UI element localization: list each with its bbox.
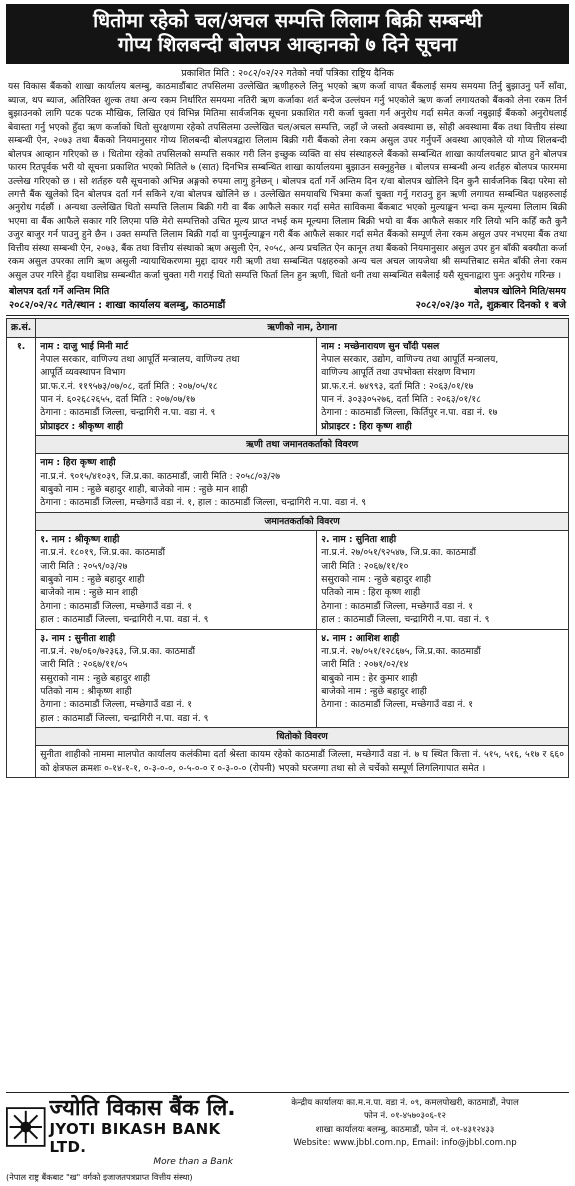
opening-date-value: २०८२/०२/३० गते, शुक्रबार दिनको १ बजे	[415, 299, 566, 311]
bank-tagline: More than a Bank	[153, 1157, 233, 1168]
col-borrower-header: ऋणीको नाम, ठेगाना	[36, 319, 569, 337]
guarantor-2-line: ठेगाना : काठमाडौं जिल्ला, मच्छेगाउँ वडा नं. १	[321, 600, 474, 612]
guarantor-1-name: १. नाम : श्रीकृष्ण शाही	[40, 534, 120, 546]
guarantor-3-name: ३. नाम : सुनीता शाही	[40, 632, 116, 644]
borrower-1-line: आपूर्ति व्यवस्थापन विभाग	[40, 367, 126, 379]
borrower-2-line: नेपाल सरकार, उद्योग, वाणिज्य तथा आपूर्ति मन्त्रालय,	[321, 353, 499, 365]
section-borrower-guarantor: ऋणी तथा जमानतकर्ताको विवरण	[36, 436, 569, 454]
bank-logo-block	[6, 1093, 241, 1182]
guarantor-2-line: पतिको नाम : हिरा कृष्ण शाही	[321, 587, 421, 599]
borrower-2-name: नाम : मच्छेनारायण सुन चाँदी पसल	[321, 340, 440, 352]
guarantor-4-line: ठेगाना : काठमाडौं जिल्ला, मच्छेगाउँ वडा नं. १	[321, 699, 474, 711]
bank-contact	[241, 1093, 569, 1182]
deadline-values	[6, 299, 569, 317]
borrower-guarantor-line: बाबुको नाम : न्हुछे बहादुर शाही, बाजेको नाम : न्हुछे मान शाही	[40, 484, 248, 496]
branch-office: शाखा कार्यालयः बलम्बु, काठमाडौं, फोन नं. ०१-४३१२४३३	[315, 1124, 495, 1135]
opening-date-label: बोलपत्र खोलिने मिति/समय	[474, 286, 566, 298]
borrower-guarantor-line: ठेगाना : काठमाडौं जिल्ला, मच्छेगाउँ वडा नं. १, हाल : काठमाडौं जिल्ला, चन्द्रागिरी न.पा. वडा नं. ९	[40, 497, 367, 509]
borrower-2-line: ठेगाना : काठमाडौं जिल्ला, किर्तिपुर न.पा. वडा नं. १७	[321, 407, 498, 419]
borrower-guarantor-name: नाम : हिरा कृष्ण शाही	[40, 457, 116, 469]
bank-name-english: JYOTI BIKASH BANK LTD.	[49, 1120, 221, 1157]
guarantor-3-line: ठेगाना : काठमाडौं जिल्ला, मच्छेगाउँ वडा नं. १	[40, 699, 193, 711]
guarantor-3-cell	[36, 629, 317, 727]
col-sn-header: क्र.सं.	[7, 319, 36, 337]
borrower-2-line: वाणिज्य आपूर्ति तथा उपभोक्ता संरक्षण विभाग	[321, 367, 475, 379]
section-collateral: धितोको विवरण	[36, 727, 569, 745]
borrower-1-line: प्रा.फ.र.नं. ११९५७३/०७/०८, दर्ता मिति : २०७/०५/१८	[40, 380, 218, 392]
notice-title-banner	[6, 4, 569, 64]
guarantor-1-line: बाजेको नाम : न्हुछे मान शाही	[40, 587, 138, 599]
published-date: प्रकाशित मिति : २०८२/०२/२२ गतेको नयाँ पत्रिका राष्ट्रिय दैनिक	[181, 67, 394, 79]
borrower-1-name: नाम : दाजु भाई मिनी मार्ट	[40, 340, 129, 352]
borrower-2-proprietor: प्रोप्राइटर : हिरा कृष्ण शाही	[321, 420, 412, 432]
guarantor-4-cell	[317, 629, 569, 727]
section-guarantor: जमानतकर्ताको विवरण	[36, 512, 569, 530]
notice-title-line2: गोप्य शिलबन्दी बोलपत्र आव्हानको ७ दिने सूचना	[118, 33, 457, 57]
guarantor-1-line: ठेगाना : काठमाडौं जिल्ला, मच्छेगाउँ वडा नं. १	[40, 600, 193, 612]
guarantor-2-line: जारी मिति : २०६७/११/१०	[321, 560, 409, 572]
row-number: १.	[7, 337, 36, 777]
guarantor-2-line: ससुराको नाम : न्हुछे बहादुर शाही	[321, 574, 432, 586]
bank-footer	[6, 1092, 569, 1182]
deadline-labels	[6, 285, 569, 299]
borrower-1-line: पान नं. ६०२६८२६५५, दर्ता मिति : २०७/०७/१७	[40, 394, 196, 406]
guarantor-2-line: ना.प्र.नं. २७/०५१/९२५४७, जि.प्र.का. काठमाडौं	[321, 547, 477, 559]
central-office-address: केन्द्रीय कार्यालयः का.म.न.पा. वडा नं. ०९, कमलपोखरी, काठमाडौं, नेपाल	[291, 1098, 519, 1108]
guarantor-4-line: जारी मिति : २०७१/०२/१४	[321, 659, 409, 671]
notice-title-line1: धितोमा रहेको चल/अचल सम्पत्ति लिलाम बिक्री सम्बन्धी	[93, 9, 482, 32]
guarantor-1-cell	[36, 531, 317, 629]
borrower-guarantor-line: ना.प्र.नं. ९०१५/४१०३९, जि.प्र.का. काठमाडौं, जारी मिति : २०५८/०३/२७	[40, 470, 281, 482]
borrower-2-line: पान नं. ३०३३०५२७६, दर्ता मिति : २०६३/०१/१८	[321, 394, 481, 406]
borrower-1-cell	[36, 337, 317, 435]
borrower-1-line: ठेगाना : काठमाडौं जिल्ला, चन्द्रागिरी न.पा. वडा नं. ९	[40, 407, 216, 419]
guarantor-4-line: ना.प्र.नं. २७/०५१/१२८६७५, जि.प्र.का. काठमाडौं	[321, 645, 481, 657]
guarantor-3-line: हाल : काठमाडौं जिल्ला, चन्द्रागिरी न.पा. वडा नं. ९	[40, 712, 209, 724]
guarantor-2-cell	[317, 531, 569, 629]
central-office-phone: फोन नं. ०१-४५७०३०६-१२	[364, 1111, 446, 1122]
guarantor-3-line: जारी मिति : २०६७/११/०५	[40, 659, 128, 671]
guarantor-3-line: ना.प्र.नं. २७/०६०/७२३६३, जि.प्र.का. काठमाडौं	[40, 645, 196, 657]
guarantor-1-line: हाल : काठमाडौं जिल्ला, चन्द्रागिरी न.पा. वडा नं. ९	[40, 614, 209, 626]
bank-name-nepali: ज्योति विकास बैंक लि.	[49, 1096, 236, 1121]
guarantor-3-line: ससुराको नाम : न्हुछे बहादुर शाही	[40, 672, 151, 684]
submission-deadline-label: बोलपत्र दर्ता गर्ने अन्तिम मिति	[9, 286, 110, 298]
submission-deadline-value: २०८२/०२/२८ गते/स्थान : शाखा कार्यालय बलम्बु, काठमाडौं	[9, 299, 226, 311]
bank-license-note: (नेपाल राष्ट्र बैंकबाट "ख" वर्गको इजाजतपत्रप्राप्त वित्तीय संस्था)	[6, 1172, 193, 1183]
collateral-details: सुनीता शाहीको नाममा मालपोत कार्यालय कलंकीमा दर्ता श्रेस्ता कायम रहेको काठमाडौं जिल्ला, मच्छेगाउँ वडा नं. ७ घ स्थित कित्ता नं. ५१५, ५१६, ५१७ र ६६० को क्षेत्रफल क्रमशः ०-१४-१-१, ०-३-०-०, ०-५-०-० र ०-३-०-० (रोपनी) भएको घरजग्गा तथा सो ले चर्चेको सम्पूर्ण लिगलिगापात समेत ।	[36, 746, 569, 778]
borrower-1-line: नेपाल सरकार, वाणिज्य तथा आपूर्ति मन्त्रालय, वाणिज्य तथा	[40, 353, 240, 365]
notice-body: यस विकास बैंकको शाखा कार्यालय बलम्बु, काठमाडौंबाट तपसिलमा उल्लेखित ऋणीहरुले लिनु भएको ऋण कर्जा वापत बैंकलाई समय समयमा तिर्नु बुझाउनु पर्ने साँवा, ब्याज, थप ब्याज, अतिरिक्त शुल्क तथा अन्य रकम निर्धारित समयमा नतिरी ऋण कर्जाका शर्त बन्देज उल्लंघन गर्नु भएकोले ऋण कर्जा लगायतको बैंकको लेना रकम तिर्न बुझाउनको लागि पटक पटक मौखिक, लिखित एवं विभिन्न मितिमा सार्वजनिक सूचना प्रकाशित गरी कर्जा चुक्ता गर्न अनुरोध गर्दा समेत कर्जा नबुझाई बैंकको अनुरोधलाई बेवास्ता गर्नु भएको हुँदा ऋण कर्जाको धितो सुरक्षणमा रहेको तपसिलमा उल्लेखित चल/अचल सम्पत्ति, जहाँ जे जस्तो अवस्थामा छ, सोही अवस्थामा बैंक तथा वित्तीय संस्था सम्बन्धी ऐन, २०७३ तथा बैंकको नियमानुसार गोप्य शिलबन्दी बोलपत्रद्वारा लिलाम बिक्री गरी बैंकको लेना रकम असुल उपर गर्नुपर्ने अवस्था आएकोले यो गोप्य शिलबन्दी बोलपत्र आव्हान गरिएको छ । धितोमा रहेको तपसिलको सम्पत्ति सकार गरी लिन इच्छुक व्यक्ति वा संघ संस्थाहरुले बैंकको सम्बन्धित शाखा कार्यालयबाट प्राप्त हुने बोलपत्र फारम रितपूर्वक भरी यो सूचना प्रकाशित भएको मितिले ७ (सात) दिनभित्र सम्बन्धित शाखा कार्यालयमा बुझाउन सक्नुहुनेछ । बोलपत्र सम्बन्धी अन्य शर्तहरु बोलपत्र फारममा उल्लेख गरिएको छ । सो शर्तहरु यसै सूचनाको अभिन्न अङ्गको रुपमा लागु हुनेछन् । बोलपत्र दर्ता गर्ने अन्तिम दिन र/वा बोलपत्र खोलिने दिन कुनै सार्वजनिक बिदा परेमा सो लगत्तै बैंक खुलेको दिन बोलपत्र दर्ता गर्न सकिने र/वा बोलपत्र खोलिने छ । उल्लेखित समयावधि भित्रमा कर्जा चुक्ता गर्नु गराउनु हुन ऋणी लगायत सम्बन्धित पक्षहरुलाई अनुरोध गर्दछौं । अन्यथा उल्लेखित धितो सम्पत्ति लिलाम बिक्री गरी वा बैंक आफैले सकार गर्दा समेत साविकमा बैंकबाट भएको मुल्याङ्कन भन्दा कम मूल्यमा लिलाम बिक्री भएमा वा बैंक आफैले सकार गरि लिएमा पछि मेरो सम्पत्तिको उचित मूल्य प्राप्त नभई कम मूल्यमा लिलाम बिक्री भयो वा बैंक आफैले सकार गरि लियो भनि कहिँ कतै कुनै उजुर बाजुर गर्न पाउनु हुने छैन । उक्त सम्पत्ति लिलाम बिक्री गर्दा वा पुनर्मुल्याङ्कन गरी बैंक आफैले सकार गर्दा समेत बैंकको सम्पूर्ण लेना रकम असुल उपर नभएमा बैंक तथा वित्तीय संस्था सम्बन्धी ऐन, २०७३, बैंक तथा वित्तीय संस्थाको ऋण असुली ऐन, २०५८, अन्य प्रचलित ऐन कानून तथा बैंकको नियमानुसार असुल उपर हुन बाँकी बक्यौता कर्जा रकम असुल उपरका लागि ऋण असुली न्यायाधिकरणमा मुद्दा दायर गरी ऋणी तथा सम्बन्धित पक्षहरुको अन्य चल अचल जायजेथा श्री सम्पत्तिबाट समेत बाँकी लेना रकम असुल उपर गरिने हुँदा यथाशिघ्र सम्बन्धीत कर्जा चुक्ता गरी गराई धितो सम्पत्ति फिर्ता लिन हुन ऋणी, धितो धनी तथा सम्बन्धित सबैलाई यसै सूचनाद्वारा पुनः अनुरोध गरिन्छ ।	[8, 82, 567, 281]
guarantor-3-line: पतिको नाम : श्रीकृष्ण शाही	[40, 685, 132, 697]
borrower-1-proprietor: प्रोप्राइटर : श्रीकृष्ण शाही	[40, 420, 124, 432]
guarantor-2-name: २. नाम : सुनिता शाही	[321, 534, 397, 546]
auction-details-table	[6, 318, 569, 778]
bank-emblem-icon	[6, 1105, 46, 1149]
guarantor-4-name: ४. नाम : आशिश शाही	[321, 632, 400, 644]
guarantor-4-line: बाबुको नाम : हेर कुमार शाही	[321, 672, 418, 684]
borrower-guarantor-cell	[36, 454, 569, 512]
borrower-2-cell	[317, 337, 569, 435]
guarantor-1-line: ना.प्र.नं. १८०१९, जि.प्र.का. काठमाडौं	[40, 547, 165, 559]
guarantor-1-line: जारी मिति : २०५९/०३/२७	[40, 560, 128, 572]
guarantor-1-line: बाबुको नाम : न्हुछे बहादुर शाही	[40, 574, 145, 586]
website-email: Website: www.jbbl.com.np, Email: info@jbbl.com.np	[293, 1137, 517, 1148]
guarantor-2-line: हाल : काठमाडौं जिल्ला, चन्द्रागिरी न.पा. वडा नं. ९	[321, 614, 490, 626]
borrower-2-line: प्रा.फ.र.नं. ७४९९३, दर्ता मिति : २०६३/०१/१७	[321, 380, 474, 392]
guarantor-4-line: बाजेको नाम : न्हुछे बहादुर शाही	[321, 685, 427, 697]
